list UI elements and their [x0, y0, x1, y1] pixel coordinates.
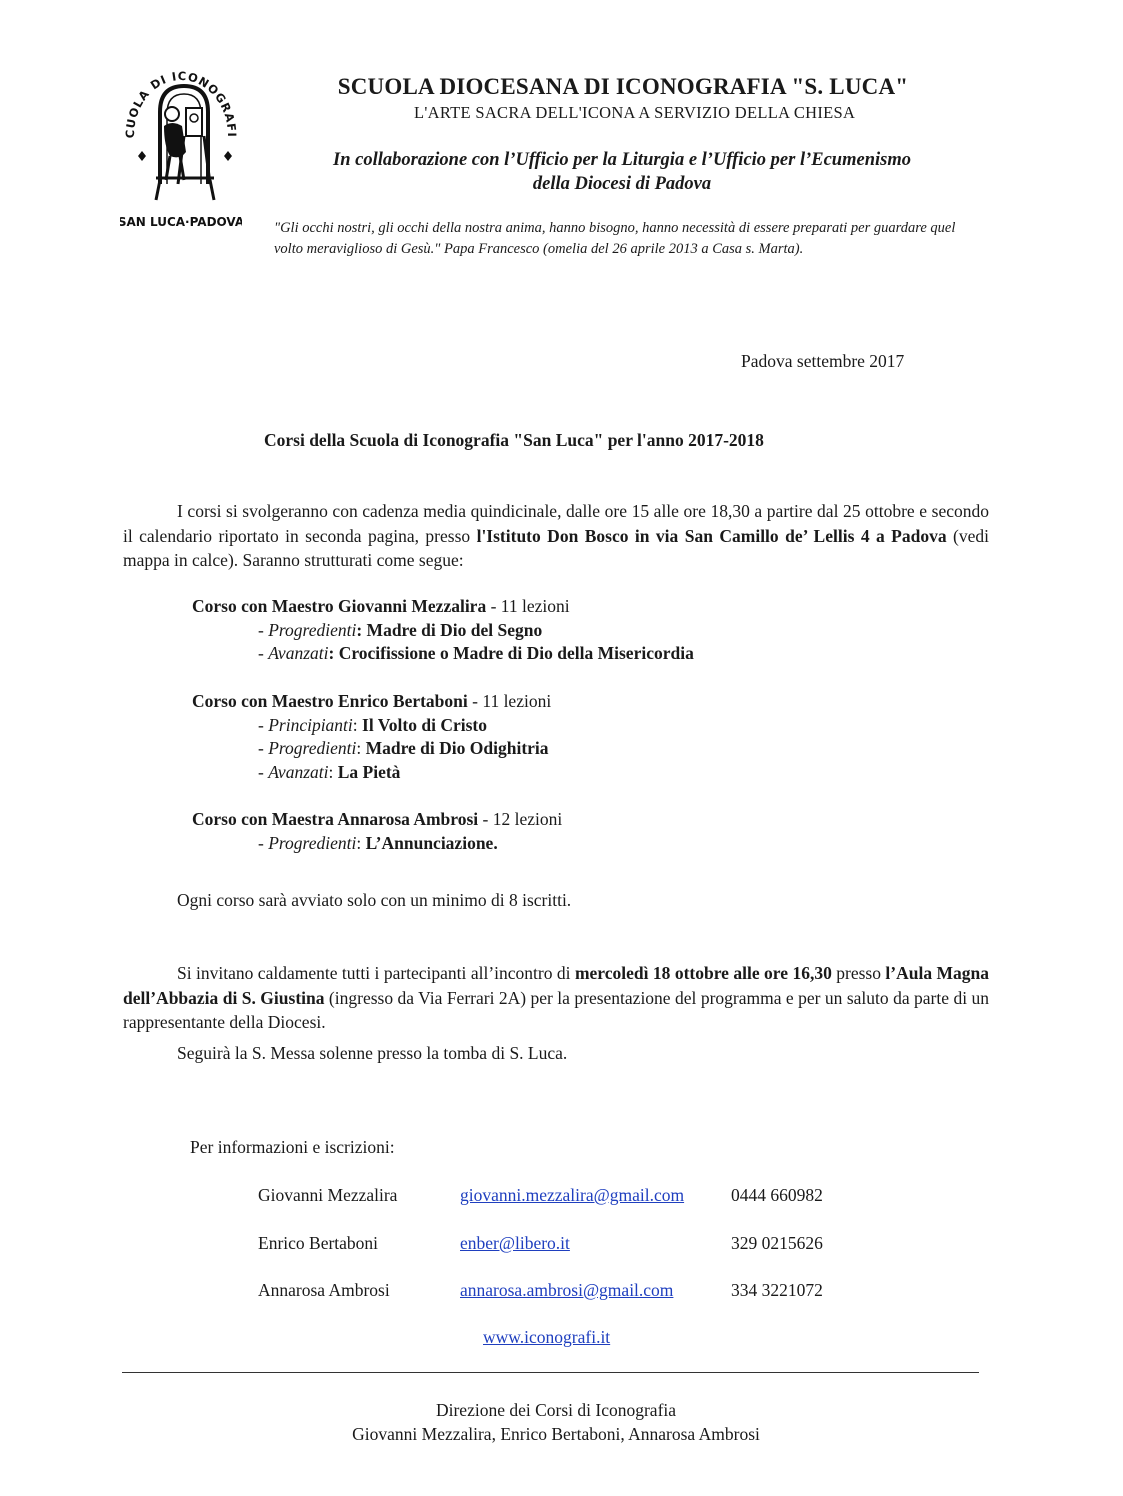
- course-lessons: - 11 lezioni: [486, 596, 570, 616]
- level-subject: Madre di Dio Odighitria: [361, 738, 549, 758]
- collab-line-2: della Diocesi di Padova: [532, 174, 712, 194]
- course-lessons: - 12 lezioni: [478, 809, 563, 829]
- level-label: Avanzati: [268, 761, 329, 782]
- course-level: - Progredienti: L’Annunciazione.: [258, 832, 498, 853]
- contact-email-link[interactable]: giovanni.mezzalira@gmail.com: [460, 1185, 685, 1205]
- invite-venue: l’Aula Magna dell’Abbazia di S. Giustina: [123, 963, 990, 1008]
- contact-phone: 329 0215626: [731, 1233, 823, 1253]
- intro-text-2: (vedi mappa in calce). Saranno strutturati come segue:: [123, 525, 989, 570]
- level-sep: :: [356, 619, 363, 640]
- contact-email-link[interactable]: enber@libero.it: [460, 1233, 570, 1253]
- school-title: SCUOLA DIOCESANA DI ICONOGRAFIA "S. LUCA": [337, 74, 909, 99]
- intro-location: l'Istituto Don Bosco in via San Camillo de’ Lellis 4 a Padova: [476, 525, 947, 546]
- invite-text-3: (ingresso da Via Ferrari 2A) per la presentazione del programma e per un saluto da parte di un rappresentante della Diocesi.: [123, 987, 989, 1032]
- contact-name: Giovanni Mezzalira: [258, 1185, 398, 1205]
- footer-line-1: Direzione dei Corsi di Iconografia: [435, 1400, 677, 1420]
- invite-text-2: presso: [831, 963, 886, 983]
- level-sep: :: [328, 643, 335, 663]
- level-label: Principianti: [268, 714, 353, 735]
- invite-paragraph: [123, 961, 989, 1035]
- logo-arc-text: CUOLA DI ICONOGRAFI: [122, 68, 240, 139]
- info-label: Per informazioni e iscrizioni:: [190, 1137, 395, 1157]
- footer-divider: [122, 1372, 979, 1373]
- course-level: - Avanzati: Crocifissione o Madre di Dio della Misericordia: [258, 643, 694, 663]
- course-lessons: - 11 lezioni: [467, 691, 552, 711]
- level-label: Progredienti: [268, 832, 357, 853]
- level-label: Avanzati: [268, 643, 329, 663]
- school-subtitle: L'ARTE SACRA DELL'ICONA A SERVIZIO DELLA CHIESA: [414, 103, 856, 122]
- level-sep: :: [328, 761, 334, 782]
- level-sep: :: [356, 738, 362, 758]
- contact-email-link[interactable]: annarosa.ambrosi@gmail.com: [460, 1280, 674, 1300]
- collab-line-1: In collaborazione con l’Ufficio per la Liturgia e l’Ufficio per l’Ecumenismo: [333, 150, 911, 170]
- contact-phone: 0444 660982: [731, 1185, 823, 1205]
- contact-name: Annarosa Ambrosi: [258, 1280, 390, 1300]
- logo-bottom-text: SAN LUCA·PADOVA: [120, 215, 242, 229]
- website-link[interactable]: www.iconografi.it: [483, 1327, 611, 1347]
- level-sep: :: [352, 714, 358, 735]
- footer-line-2: Giovanni Mezzalira, Enrico Bertaboni, Annarosa Ambrosi: [352, 1424, 760, 1444]
- contact-phone: 334 3221072: [731, 1280, 823, 1300]
- minimum-enrollment-note: Ogni corso sarà avviato solo con un minimo di 8 iscritti.: [177, 890, 572, 910]
- course-level: - Avanzati: La Pietà: [258, 761, 401, 782]
- course-block: [192, 808, 562, 855]
- intro-paragraph: [123, 499, 989, 573]
- course-block: [192, 690, 551, 784]
- level-label: Progredienti: [268, 738, 357, 758]
- collaboration-note: [262, 148, 982, 196]
- letter-date: Padova settembre 2017: [741, 351, 905, 371]
- level-label: Progredienti: [268, 619, 357, 640]
- mass-note: Seguirà la S. Messa solenne presso la tomba di S. Luca.: [177, 1043, 568, 1063]
- contact-name: Enrico Bertaboni: [258, 1233, 379, 1253]
- invite-date: mercoledì 18 ottobre alle ore 16,30: [574, 963, 832, 983]
- course-level: - Progredienti: Madre di Dio del Segno: [258, 619, 543, 640]
- level-subject: La Pietà: [333, 761, 401, 782]
- course-level: - Principianti: Il Volto di Cristo: [258, 714, 487, 735]
- course-level: - Progredienti: Madre di Dio Odighitria: [258, 738, 549, 758]
- level-subject: Madre di Dio del Segno: [362, 619, 543, 640]
- course-teacher: Corso con Maestro Enrico Bertaboni: [192, 691, 468, 711]
- courses-heading: Corsi della Scuola di Iconografia "San Luca" per l'anno 2017-2018: [264, 430, 764, 450]
- course-block: [192, 595, 694, 666]
- intro-text-1: I corsi si svolgeranno con cadenza media quindicinale, dalle ore 15 alle ore 18,30 a partire dal 25 ottobre e secondo il calendario riportato in seconda pagina, presso: [123, 501, 989, 546]
- invite-text-1: Si invitano caldamente tutti i partecipanti all’incontro di: [177, 963, 575, 983]
- school-logo: [120, 56, 242, 232]
- course-teacher: Corso con Maestra Annarosa Ambrosi: [192, 809, 479, 829]
- level-subject: L’Annunciazione.: [361, 832, 498, 853]
- level-subject: Crocifissione o Madre di Dio della Misericordia: [334, 643, 694, 663]
- level-subject: Il Volto di Cristo: [357, 714, 487, 735]
- level-sep: :: [356, 832, 362, 853]
- pope-quote: "Gli occhi nostri, gli occhi della nostra anima, hanno bisogno, hanno necessità di essere preparati per guardare quel volto meraviglioso di Gesù." Papa Francesco (omelia del 26 aprile 2013 a Casa s. Marta).: [274, 220, 956, 257]
- course-teacher: Corso con Maestro Giovanni Mezzalira: [192, 596, 487, 616]
- iconographer-logo-icon: [120, 56, 242, 232]
